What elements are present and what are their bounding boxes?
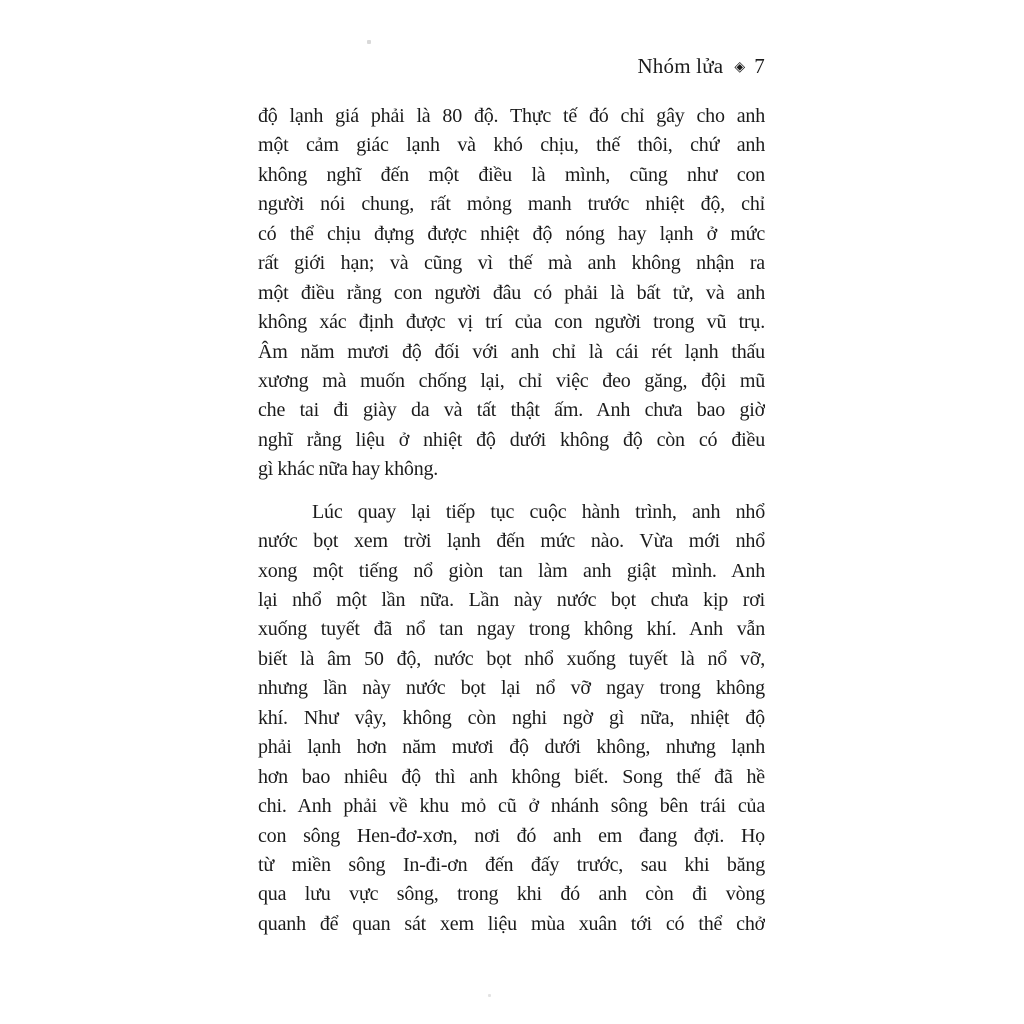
text-line: một điều rằng con người đâu có phải là bất tử, và anh xyxy=(258,281,765,304)
text-block xyxy=(258,102,765,939)
text-line: người nói chung, rất mỏng manh trước nhiệt độ, chỉ xyxy=(258,193,765,216)
text-line: có thể chịu đựng được nhiệt độ nóng hay lạnh ở mức xyxy=(258,222,765,245)
text-line: chi. Anh phải về khu mỏ cũ ở nhánh sông bên trái của xyxy=(258,795,765,818)
text-line: lại nhổ một lần nữa. Lần này nước bọt chưa kịp rơi xyxy=(258,589,765,611)
text-line: nghĩ rằng liệu ở nhiệt độ dưới không độ còn có điều xyxy=(258,428,765,451)
text-line: nhưng lần này nước bọt lại nổ vỡ ngay trong không xyxy=(258,677,765,700)
text-line: con sông Hen-đơ-xơn, nơi đó anh em đang đợi. Họ xyxy=(258,824,765,847)
scan-speck xyxy=(488,994,491,997)
text-line: không nghĩ đến một điều là mình, cũng như con xyxy=(258,163,765,186)
diamond-ornament-icon: ◈ xyxy=(734,60,746,75)
text-line: từ miền sông In-đi-ơn đến đấy trước, sau khi băng xyxy=(258,853,765,876)
running-title: Nhóm lửa xyxy=(637,54,724,78)
text-line: xong một tiếng nổ giòn tan làm anh giật mình. Anh xyxy=(258,559,765,582)
paragraph-2 xyxy=(258,498,765,940)
text-line: gì khác nữa hay không. xyxy=(258,458,439,481)
text-line: Lúc quay lại tiếp tục cuộc hành trình, anh nhổ xyxy=(312,500,765,523)
text-line: rất giới hạn; và cũng vì thế mà anh không nhận ra xyxy=(258,252,765,275)
text-line: Âm năm mươi độ đối với anh chỉ là cái rét lạnh thấu xyxy=(258,340,765,363)
page-header xyxy=(258,54,765,79)
text-line: qua lưu vực sông, trong khi đó anh còn đi vòng xyxy=(258,883,765,906)
text-line: quanh để quan sát xem liệu mùa xuân tới có thể chở xyxy=(258,912,765,935)
text-line: không xác định được vị trí của con người trong vũ trụ. xyxy=(258,311,765,334)
text-line: phải lạnh hơn năm mươi độ dưới không, nhưng lạnh xyxy=(258,736,765,759)
page-number: 7 xyxy=(754,54,765,78)
text-line: độ lạnh giá phải là 80 độ. Thực tế đó chỉ gây cho anh xyxy=(258,105,765,127)
text-line: nước bọt xem trời lạnh đến mức nào. Vừa mới nhổ xyxy=(258,530,765,553)
text-line: xuống tuyết đã nổ tan ngay trong không khí. Anh vẫn xyxy=(258,618,765,641)
paragraph-1 xyxy=(258,102,765,485)
scan-speck xyxy=(367,40,371,44)
text-line: khí. Như vậy, không còn nghi ngờ gì nữa, nhiệt độ xyxy=(258,706,765,729)
text-line: che tai đi giày da và tất thật ấm. Anh chưa bao giờ xyxy=(258,399,765,422)
text-line: hơn bao nhiêu độ thì anh không biết. Song thế đã hề xyxy=(258,765,765,788)
text-line: một cảm giác lạnh và khó chịu, thế thôi, chứ anh xyxy=(258,134,765,157)
text-line: xương mà muốn chống lại, chỉ việc đeo găng, đội mũ xyxy=(258,369,765,392)
text-line: biết là âm 50 độ, nước bọt nhổ xuống tuyết là nổ vỡ, xyxy=(258,647,765,670)
